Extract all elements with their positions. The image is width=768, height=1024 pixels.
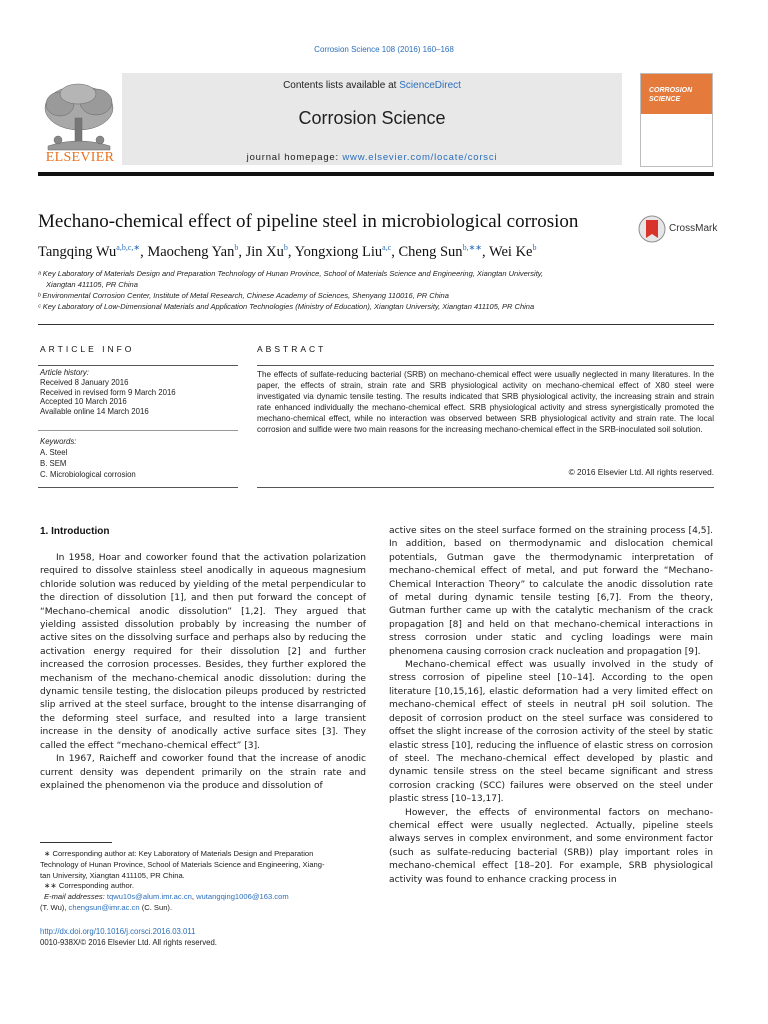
email-link[interactable]: tqwu10s@alum.imr.ac.cn [106,892,192,902]
affiliation-a-line1: ᵃ Key Laboratory of Materials Design and Preparation Technology of Hunan Province, School of Materials Science and Engineering, Xiangtan University, [38,269,544,278]
author-affiliation-marks[interactable]: b [283,243,288,252]
sciencedirect-link[interactable]: ScienceDirect [399,80,461,91]
footnote-rule [40,842,112,843]
author-name: Wei Ke [488,243,533,260]
online-date: Available online 14 March 2016 [40,407,149,417]
email-label: E-mail addresses: [44,892,107,902]
section-heading-introduction: 1. Introduction [40,526,110,537]
affiliation-a-line2: Xiangtan 411105, PR China [46,280,138,289]
author-separator: , [140,243,148,260]
email-line-2 [40,903,370,914]
corresponding-author-note-line2: Technology of Hunan Province, School of Materials Science and Engineering, Xiang- [40,859,325,869]
email-link[interactable]: chengsun@imr.ac.cn [68,902,140,912]
corresponding-author-note: ∗ Corresponding author at: Key Laboratory of Materials Design and Preparation [44,849,314,858]
author-affiliation-marks[interactable]: b [532,243,537,252]
author-name: Maocheng Yan [147,243,235,260]
history-label: Article history: [40,368,89,377]
article-info-bottom-rule [38,487,238,488]
email-owner: (T. Wu), [40,902,69,912]
email-link[interactable]: wutangqing1006@163.com [196,892,289,902]
journal-cover-thumbnail[interactable] [640,73,713,167]
email-separator: , [191,892,197,902]
author-list [38,243,718,261]
doi-link[interactable]: http://dx.doi.org/10.1016/j.corsci.2016.03.011 [40,927,196,936]
keywords [40,436,240,480]
contents-line [122,80,622,91]
keyword-item: C. Microbiological corrosion [40,470,136,479]
author-affiliation-marks[interactable]: b [234,243,239,252]
body-column-right [389,525,713,887]
affiliation-c: ᶜ Key Laboratory of Low-Dimensional Materials and Application Technologies (Ministry of Education), Xiangtan University, Xiangtan 411105, PR China [38,302,535,311]
keywords-label: Keywords: [40,437,77,446]
journal-reference[interactable]: Corrosion Science 108 (2016) 160–168 [314,45,454,54]
abstract-text: The effects of sulfate-reducing bacterial (SRB) on mechano-chemical effect were usually neglected in many literatures. In the paper, the effects of strain, strain rate and SRB physiological activity on mechano-chemical effect of X80 steel were investigated via dynamic tensile testing. The results indicated that SRB physiological activity, the increasing strain and strain rate enhanced individually the mechano-chemical effect. SRB physiological activity and stress synergistically promoted the mechano-chemical effect, while no interaction was observed between SRB physiological activity and strain rate. The local corrosion and sulfide were two main reasons for the increasing mechano-chemical effect in the SRB-inoculated soil solution. [257,370,714,434]
abstract-heading: ABSTRACT [257,344,327,354]
received-date: Received 8 January 2016 [40,377,129,387]
author-affiliation-marks[interactable]: a,c [382,243,392,252]
author-affiliation-marks[interactable]: b,∗∗ [462,243,482,252]
author-name: Tangqing Wu [38,243,117,260]
article-info-heading: ARTICLE INFO [40,344,135,354]
journal-title: Corrosion Science [298,108,446,128]
header-rule [38,172,714,176]
author-separator: , [391,243,399,260]
keywords-rule [38,430,238,431]
paragraph: Mechano-chemical effect was usually involved in the study of stress corrosion of pipeline steel [10–14]. According to the open literature [10,15,16], elastic deformation had a very limited effect on mechano-chemical effect of steels in neutral pH soil solution. The deposit of corrosion product on the steel surface was considered to offset the slight increase of the corrosion activity of the steel by static elastic stress [10], reducing the influence of elastic stress on corrosion of steel. The mechano-chemical effect developed by plastic and dynamic tensile stress on the steel became significant and stress corrosion cracking (SCC) failures were observed on the steel under plastic stress [10–13,17]. [389,660,713,805]
author-separator: , [481,243,489,260]
email-owner: (C. Sun). [139,902,173,912]
article-history [40,368,240,417]
author-affiliation-marks[interactable]: a,b,c,∗ [116,243,141,252]
author-name: Yongxiong Liu [294,243,383,260]
elsevier-wordmark: ELSEVIER [45,150,115,165]
affiliations [38,268,678,312]
issn-line: 0010-938X/© 2016 Elsevier Ltd. All rights reserved. [40,938,217,947]
article-info-rule [38,365,238,366]
accepted-date: Accepted 10 March 2016 [40,397,127,407]
author-separator: , [238,243,246,260]
keyword-item: A. Steel [40,448,68,457]
corresponding-author-note-line3: tan University, Xiangtan 411105, PR China. [40,870,185,880]
author-name: Jin Xu [245,243,284,260]
article-title: Mechano-chemical effect of pipeline steel in microbiological corrosion [38,211,579,232]
revised-date: Received in revised form 9 March 2016 [40,387,176,397]
homepage-prefix: journal homepage: [246,152,343,163]
keyword-item: B. SEM [40,459,67,468]
footnotes [40,849,370,914]
paragraph: In 1958, Hoar and coworker found that the activation polarization required to dissolve stainless steel anodically in aqueous magnesium chloride solution was reduced by yielding of the metal perpendicular to the direction of dissolution [1], and then put forward the concept of “Mechano-chemical anodic dissolution” [1,2]. They argued that yielding assisted dissolution probably by increasing the number of active sites on the dissolving surface and perhaps also by reducing the activation energy required for their dissolution [2] and further increased the corrosion processes. Besides, they further explored the mechanism of the mechano-chemical anodic dissolution: during the dynamic tensile testing, the dislocation pileups produced by restricted slip arrived at the steel surface, brought to the intense disarranging of the deforming steel surface, and resulted into a large transient increase in the density of anodically active surface sites [3]. They called the effect “mechano-chemical effect” [3]. [40,553,366,751]
abstract-rule [257,365,714,366]
abstract-bottom-rule [257,487,714,488]
paragraph: In 1967, Raicheff and coworker found that the increase of anodic current density was dependent primarily on the strain rate and explained the phenomenon via the produce and dissolution of [40,754,366,791]
crossmark-icon [638,214,666,244]
second-corresponding-author-note: ∗∗ Corresponding author. [44,881,134,891]
abstract-copyright: © 2016 Elsevier Ltd. All rights reserved. [568,467,714,477]
paragraph: However, the effects of environmental factors on mechano-chemical effect were usually neglected. Actually, pipeline steels always serves in complex environment, and some environment factor (such as sulfate-reducing bacterial (SRB)) play important roles in mechano-chemical effect [18–20]. For example, SRB physiological activity was found to enhance cracking process in [389,807,713,885]
homepage-link[interactable]: www.elsevier.com/locate/corsci [342,152,498,163]
email-line [40,892,370,903]
crossmark-button[interactable] [638,214,718,244]
author-separator: , [287,243,295,260]
cover-title: CORROSION SCIENCE [649,87,693,103]
author-name: Cheng Sun [398,243,463,260]
contents-prefix: Contents lists available at [283,80,400,91]
crossmark-label: CrossMark [669,223,718,234]
paragraph: active sites on the steel surface formed on the straining process [4,5]. In addition, based on thermodynamic and dislocation chemical potentials, Gutman gave the thermodynamic interpretation of mechano-chemical effect of metal, and put forward the “Mechano-Chemical Interaction Theory” to calculate the anodic dissolution rate of metal during dynamic tensile testing [6,7]. From the theory, Gutman further came up with the catalytic mechanism of the crack propagation [8] and held on that mechano-chemical interactions in stress corrosion under static and cycling loadings were main phenomena causing corrosion crack nucleation and propagation [9]. [389,526,713,657]
body-column-left [40,552,366,793]
homepage-line [122,152,622,163]
affiliation-b: ᵇ Environmental Corrosion Center, Institute of Metal Research, Chinese Academy of Sciences, Shenyang 110016, PR China [38,291,449,300]
affiliations-rule [38,324,714,325]
